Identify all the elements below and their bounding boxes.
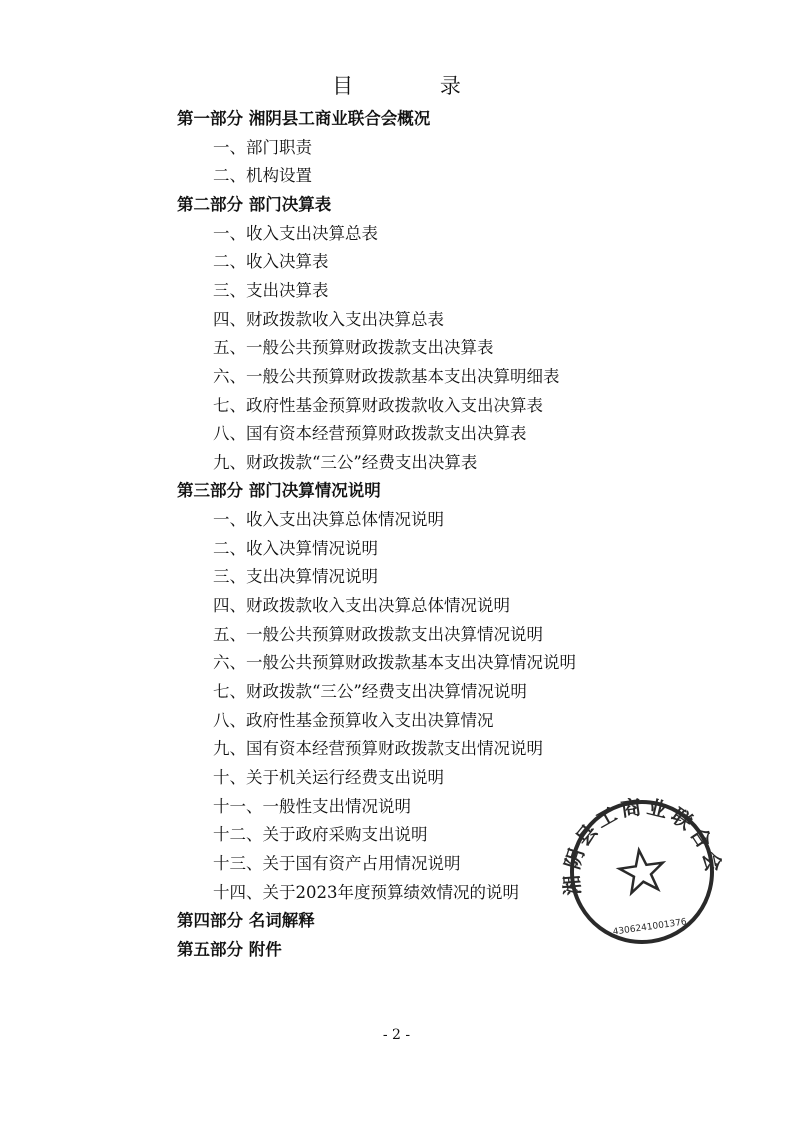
toc-item: 七、财政拨款“三公”经费支出决算情况说明 (213, 682, 527, 701)
toc-part-heading: 第四部分 名词解释 (177, 911, 315, 931)
toc-item: 九、财政拨款“三公”经费支出决算表 (213, 452, 478, 472)
official-seal (552, 790, 732, 950)
toc-item: 七、政府性基金预算财政拨款收入支出决算表 (213, 395, 543, 415)
toc-part-heading: 第三部分 部门决算情况说明 (177, 481, 381, 501)
toc-part-heading: 第二部分 部门决算表 (177, 194, 332, 214)
toc-item: 一、部门职责 (213, 137, 312, 157)
toc-item: 四、财政拨款收入支出决算总体情况说明 (213, 596, 510, 616)
seal-text: 湘阴县工商业联合会 (559, 794, 727, 897)
toc-item: 四、财政拨款收入支出决算总表 (213, 309, 444, 329)
toc-item: 三、支出决算表 (213, 280, 329, 300)
toc-item: 十三、关于国有资产占用情况说明 (213, 853, 461, 873)
toc-item: 十一、一般性支出情况说明 (213, 796, 411, 816)
toc-part-heading: 第五部分 附件 (177, 939, 282, 959)
seal-star-icon (617, 847, 666, 894)
toc-item: 五、一般公共预算财政拨款支出决算表 (213, 338, 494, 358)
toc-item: 一、收入支出决算总体情况说明 (213, 510, 444, 530)
toc-item: 二、收入决算情况说明 (213, 538, 378, 558)
page-title: 目 录 (332, 74, 501, 98)
toc-item: 十二、关于政府采购支出说明 (213, 825, 428, 845)
toc-item: 六、一般公共预算财政拨款基本支出决算明细表 (213, 366, 560, 386)
toc-item: 一、收入支出决算总表 (213, 223, 378, 243)
page-number: - 2 - (382, 1027, 411, 1043)
toc-part-heading: 第一部分 湘阴县工商业联合会概况 (177, 109, 431, 128)
toc-item: 二、机构设置 (213, 166, 312, 186)
toc-item: 九、国有资本经营预算财政拨款支出情况说明 (213, 739, 543, 759)
toc-item: 十四、关于2023年度预算绩效情况的说明 (213, 882, 519, 902)
toc-item: 六、一般公共预算财政拨款基本支出决算情况说明 (213, 653, 576, 673)
toc-item: 二、收入决算表 (213, 252, 329, 272)
toc-item: 三、支出决算情况说明 (213, 567, 378, 587)
toc-item: 八、政府性基金预算收入支出决算情况 (213, 710, 494, 730)
toc-item: 八、国有资本经营预算财政拨款支出决算表 (213, 424, 527, 444)
toc-item: 十、关于机关运行经费支出说明 (213, 767, 444, 787)
seal-number: 4306241001376 (612, 917, 688, 938)
toc-item: 五、一般公共预算财政拨款支出决算情况说明 (213, 624, 543, 644)
